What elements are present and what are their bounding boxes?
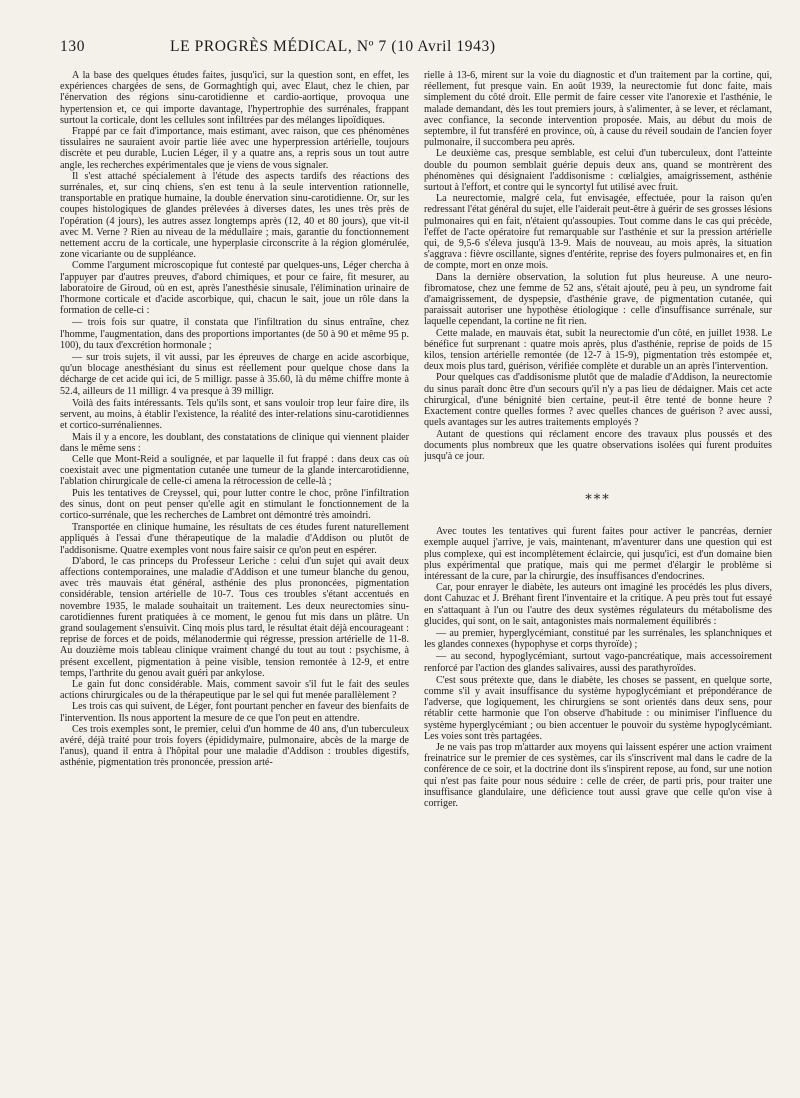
paragraph: Transportée en clinique humaine, les résultats de ces études furent naturellement appliqués à l'essai d'une thérapeutique de la maladie d'Addison ou plutôt de l'addisonisme. Quatre exemples vont nous faire saisir ce qu'on peut en espérer. <box>60 522 409 556</box>
text-columns <box>60 70 772 1086</box>
paragraph: Puis les tentatives de Creyssel, qui, pour lutter contre le choc, prône l'infiltration des sinus, dont on peut penser qu'elle agit en stimulant le fonctionnement de la cortico-surrénale, que les recherches de Lambret ont démontré très amoindri. <box>60 487 409 521</box>
paragraph: Pour quelques cas d'addisonisme plutôt que de maladie d'Addison, la neurectomie du sinus paraît donc être d'un secours qu'il n'y a pas lieu de dédaigner. Mais cet acte chirurgical, d'une bénignité bien certaine, peut-il être tenté de bonne heure ? Exactement contre quelles formes ? avec quelles chances de guérison ? avec aussi, quels avantages sur les autres traitements employés ? <box>424 372 772 429</box>
paragraph: — sur trois sujets, il vit aussi, par les épreuves de charge en acide ascorbique, qu'un blocage anesthésiant du sinus est réellement pour quelque chose dans la décharge de cet acide qui ici, de 5 milligr. passe à 35.60, là du même chiffre monte à 52.4, ailleurs de 11 milligr. 4 va presque à 39 milligr. <box>60 352 409 397</box>
section-separator: ⁎⁎⁎ <box>585 487 611 503</box>
paragraph: Frappé par ce fait d'importance, mais estimant, avec raison, que ces phénomènes tissulaires ne sauraient avoir partie liée avec une hyperpression artérielle, toujours discrète et peu durable, Lucien Léger, il y a quatre ans, a repris sous un tout autre angle, les recherches expérimentales que je viens de vous signaler. <box>60 126 409 171</box>
paragraph: La neurectomie, malgré cela, fut envisagée, effectuée, pour la raison qu'en redressant l'état général du sujet, elle l'aiderait peut-être à guérir de ses grosses lésions pulmonaires qui en fait, n'étaient qu'assoupies. Tout comme dans le cas qui précède, l'effet de l'acte opératoire fut remarquable sur l'asthénie et sur la pression artérielle qui, de 9,5-6 s'éleva jusqu'à 13-9. Mais de nouveau, au mois après, la situation s'aggrava : fièvre oscillante, signes d'entérite, reprise des foyers pulmonaires et, en fin de compte, mort en onze mois. <box>424 193 772 272</box>
paragraph: Cette malade, en mauvais état, subit la neurectomie d'un côté, en juillet 1938. Le bénéfice fut surprenant : quatre mois après, plus d'asthénie, reprise de poids de 15 kilos, tension artérielle remontée (de 12-7 à 15-9), pigmentation très estompée et, deux mois plus tard, guérison, vérifiée complète et durable un an après l'intervention. <box>424 327 772 373</box>
paragraph: Autant de questions qui réclament encore des travaux plus poussés et des documents plus nombreux que les quatre observations isolées qui furent produites jusqu'à ce jour. <box>424 428 772 462</box>
paragraph: Je ne vais pas trop m'attarder aux moyens qui laissent espérer une action vraiment freinatrice sur le premier de ces systèmes, car ils s'inscrivent mal dans le cadre de la conférence de ce soir, et la doctrine dont ils s'inspirent repose, au fond, sur une notion qui n'est pas faite pour nous séduire : celle de créer, de parti pris, pour traiter une insuffisance glandulaire, une déficience tout aussi grave que celle qu'on vise à corriger. <box>424 741 772 809</box>
page-number: 130 <box>60 38 86 55</box>
paragraph: Ces trois exemples sont, le premier, celui d'un homme de 40 ans, d'un tuberculeux avéré, déjà traité pour trois foyers (épididymaire, pulmonaire, abcès de la marge de l'anus), quand il entra à l'hôpital pour une maladie d'Addison : troubles digestifs, asthénie, pigmentation très prononcée, pression arté- <box>60 723 409 769</box>
right-column <box>424 70 772 1086</box>
paragraph: D'abord, le cas princeps du Professeur Leriche : celui d'un sujet qui avait deux affections contemporaines, une maladie d'Addison et une tumeur blanche du genou, avec très mauvais état général, asthénie des plus prononcées, pigmentation considérable, tension artérielle de 10-7. Tous ces troubles s'étant accentués en novembre 1935, le malade souhaitait un traitement. Les deux neurectomies sinu-carotidiennes furent pratiquées à ce moment, le genou fut mis dans un plâtre. Un grand soulagement s'ensuivit. Cinq mois plus tard, le résultat était déjà encourageant : reprise de forces et de poids, mélanodermie qui régresse, pression artérielle de 11-8. Au douzième mois tableau clinique vraiment changé du tout au tout : psychisme, à présent excellent, pigmentation à peine visible, tension remontée à 12-9, et entre temps, l'arthrite du genou avait guéri par ankylose. <box>60 555 409 679</box>
paragraph: Dans la dernière observation, la solution fut plus heureuse. A une neuro-fibromatose, chez une femme de 52 ans, s'était ajouté, peu à peu, un syndrome fait d'amaigrissement, de dyspepsie, d'asthénie grave, de pigmentation cutanée, qui paraissait autoriser une hypothèse étiologique : celle d'insuffisance surrénale, sur laquelle cependant, la cortine ne fit rien. <box>424 271 772 328</box>
paragraph: Car, pour enrayer le diabète, les auteurs ont imaginé les procédés les plus divers, dont Cahuzac et J. Bréhant firent l'inventaire et la critique. A peu près tout fut essayé en s'attaquant à l'un ou l'autre des deux systèmes régulateurs du métabolisme des glucides, qui sont, on le sait, antagonistes mais normalement équilibrés : <box>424 582 772 627</box>
left-column <box>60 70 409 1086</box>
paragraph: Avec toutes les tentatives qui furent faites pour activer le pancréas, dernier exemple auquel j'arrive, je vais, maintenant, m'aventurer dans une question qui est plus complexe, qui est incomplètement éclaircie, qui jusqu'ici, est d'un domaine bien plus expérimental que pratique, mais qui me permet d'élargir le problème si intéressant de la cure, par la chirurgie, des insuffisances d'endocrines. <box>424 526 772 582</box>
paragraph: Voilà des faits intéressants. Tels qu'ils sont, et sans vouloir trop leur faire dire, ils servent, au moins, à établir l'existence, la réalité des inter-relations sinu-carotidiennes et cortico-surrénaliennes. <box>60 397 409 432</box>
paragraph: Le gain fut donc considérable. Mais, comment savoir s'il fut le fait des seules actions chirurgicales ou de la thérapeutique par le sel qui fut menée parallèlement ? <box>60 678 409 702</box>
paragraph: Il s'est attaché spécialement à l'étude des aspects tardifs des réactions des surrénales, et, sur cinq chiens, s'en est tenu à la seule intervention rationnelle, transportable en pratique humaine, la double énervation sinu-carotidienne. Or, sur les coupes histologiques de glandes prélevées à diverses dates, les unes très près de l'opération (4 jours), les autres assez longtemps après (12, 40 et 80 jours), que vit-il avec M. Verne ? Rien au niveau de la médullaire ; mais, garantie du fonctionnement nettement accru de la corticale, une hyperplasie circonscrite à la région glomérulée, zone vicariante ou de suppléance. <box>60 170 409 261</box>
paragraph: Les trois cas qui suivent, de Léger, font pourtant pencher en faveur des bienfaits de l'intervention. Ils nous apportent la mesure de ce que l'on peut en attendre. <box>60 701 409 724</box>
paragraph: C'est sous prétexte que, dans le diabète, les choses se passent, en quelque sorte, comme s'il y avait insuffisance du système hypoglycémiant et prépondérance de l'adverse, que logiquement, les chirurgiens se sont orientés dans deux sens, pour rétablir cette harmonie que l'on observe d'habitude : ou minimiser l'influence du système hyperglycémiant ; ou bien accentuer le pouvoir du système hypoglycémiant. Les voies sont très partagées. <box>424 674 772 742</box>
paragraph: — trois fois sur quatre, il constata que l'infiltration du sinus entraîne, chez l'homme, l'augmentation, dans des proportions importantes (de 50 à 90 et même 95 p. 100), du taux d'excrétion hormonale ; <box>60 317 409 351</box>
paragraph: — au second, hypoglycémiant, surtout vago-pancréatique, mais accessoirement renforcé par l'action des glandes salivaires, aussi des parathyroïdes. <box>424 651 772 674</box>
paragraph: Celle que Mont-Reid a soulignée, et par laquelle il fut frappé : dans deux cas où coexistait avec une pigmentation cutanée une tumeur de la glande intercarotidienne, l'ablation chirurgicale de celle-ci amena la rétrocession de celle-là ; <box>60 453 409 488</box>
paragraph: rielle à 13-6, mirent sur la voie du diagnostic et d'un traitement par la cortine, qui, réellement, fut presque vain. En août 1939, la neurectomie fut donc faite, mais simplement du côté droit. Elle permit de faire cesser vite l'anorexie et l'asthénie, le malade demandant, dès les tout premiers jours, à s'alimenter, à se lever, et réclamant, avec confiance, la seconde intervention proposée. Mais, au début du mois de septembre, il fut transféré en province, où, à cause du réveil soudain de l'ancien foyer pulmonaire, il succombera peu après. <box>424 70 772 149</box>
paragraph: Mais il y a encore, les doublant, des constatations de clinique qui viennent plaider dans le même sens : <box>60 431 409 454</box>
running-title: LE PROGRÈS MÉDICAL, Nº 7 (10 Avril 1943) <box>170 38 496 55</box>
paragraph: — au premier, hyperglycémiant, constitué par les surrénales, les splanchniques et les glandes connexes (hypophyse et corps thyroïde) ; <box>424 627 772 651</box>
paragraph: A la base des quelques études faites, jusqu'ici, sur la question sont, en effet, les expériences chargées de sens, de Gormaghtigh qui, avec Elaut, chez le chien, par l'énervation des régions sinu-carotidienne et cardio-aortique, provoqua une hypertension et, ce qui importe davantage, l'hypertrophie des surrénales, frappant surtout la corticale, dont les cellules sont infiltrées par des mélanges lipoïdiques. <box>60 70 409 126</box>
page-header <box>60 38 772 60</box>
paragraph: Le deuxième cas, presque semblable, est celui d'un tuberculeux, dont l'atteinte double du poumon semblait guérie depuis deux ans, quand se montrèrent des phénomènes qui désignaient l'addisonisme : cœlialgies, amaigrissement, asthénie surtout à l'effort, et contre qui le syncortyl fut utilisé avec fruit. <box>424 148 772 194</box>
paragraph: Comme l'argument microscopique fut contesté par quelques-uns, Léger chercha à l'appuyer par d'autres preuves, d'abord chimiques, et pour ce faire, fit mesurer, au laboratoire de Giroud, où en est, après l'anesthésie sinusale, l'élimination urinaire de l'hormone corticale et d'acide ascorbique, qui, chacun le sait, joue un rôle dans la formation de celle-ci : <box>60 260 409 317</box>
